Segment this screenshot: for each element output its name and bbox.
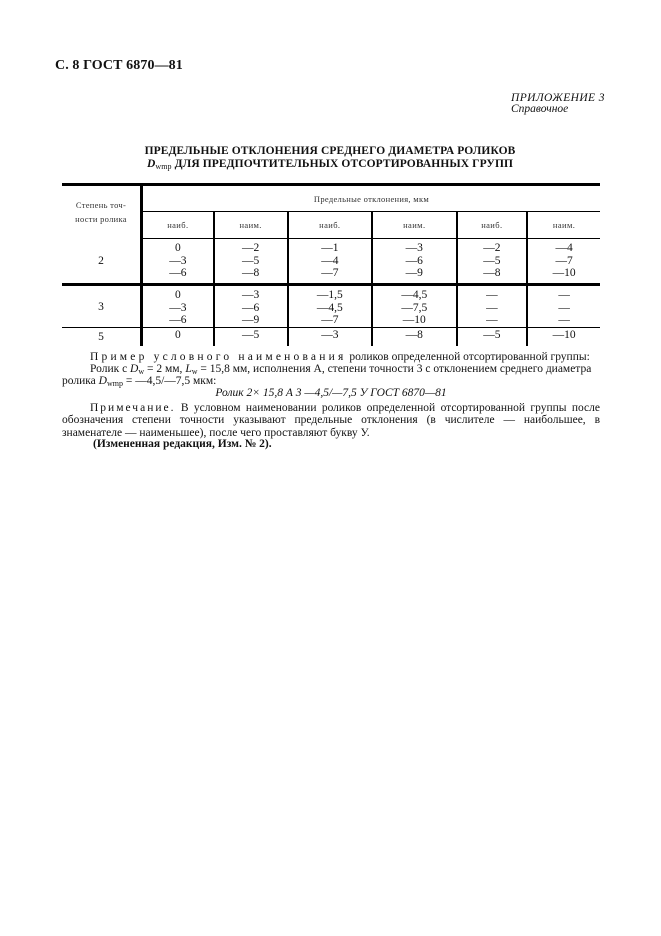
title-symbol: D (146, 158, 156, 170)
value: —2 (483, 242, 501, 254)
amendment-note: (Измененная редакция, Изм. № 2). (93, 438, 272, 450)
value: —8 (483, 267, 501, 279)
value: —5 (483, 254, 501, 267)
value-cell (142, 285, 214, 328)
value: —5 (242, 254, 260, 267)
value: 0 (174, 242, 181, 254)
subheader-max: наиб. (142, 212, 214, 239)
note (62, 402, 600, 439)
value: — (558, 289, 570, 301)
grade-cell: 2 (62, 239, 142, 285)
value: —1 (321, 242, 339, 254)
value: —2 (242, 242, 260, 254)
deviation-span-header: Предельные отклонения, мкм (142, 185, 601, 212)
value: — (486, 289, 498, 301)
text: = —4,5/—7,5 мкм: (122, 375, 217, 387)
value: —10 (552, 267, 576, 279)
value: — (486, 301, 498, 314)
value: —3 (242, 289, 260, 301)
symbol-lw: L (185, 363, 192, 375)
value: —4 (555, 242, 573, 254)
value: — (486, 314, 498, 326)
value-cell (457, 285, 528, 328)
text: ролика (62, 375, 99, 387)
grade-header-line-1: Степень точ- (75, 200, 127, 211)
table-header-row (62, 185, 600, 212)
title-symbol-subscript: wmp (155, 162, 172, 171)
value: —3 (405, 242, 423, 254)
value-cell (372, 285, 456, 328)
title-line-1: ПРЕДЕЛЬНЫЕ ОТКЛОНЕНИЯ СРЕДНЕГО ДИАМЕТРА РОЛИКОВ (144, 145, 516, 157)
grade-cell: 5 (62, 328, 142, 347)
text: = 15,8 мм, исполнения А, степени точности 3 с отклонением среднего диаметра (197, 363, 592, 375)
value-cell: —3 (288, 328, 372, 347)
value: —7 (321, 267, 339, 279)
text: Ролик с (90, 363, 131, 375)
value-cell (288, 239, 372, 285)
value-cell: —8 (372, 328, 456, 347)
table-row (62, 285, 600, 328)
value: —7 (321, 314, 339, 326)
value-cell (214, 239, 288, 285)
example-intro-text: роликов определенной отсортированной группы: (346, 351, 590, 363)
value: —3 (169, 301, 187, 314)
example-intro (62, 352, 600, 364)
value-cell (142, 239, 214, 285)
value-cell (288, 285, 372, 328)
value: —4,5 (316, 301, 343, 314)
value: —8 (242, 267, 260, 279)
subheader-max: наиб. (457, 212, 528, 239)
value: —4,5 (401, 289, 428, 301)
value: —6 (169, 314, 187, 326)
value: — (558, 314, 570, 326)
note-text: В условном наименовании роликов определенной отсортированной группы после обозначения степени точности указывают предельные отклонения (в числителе — наибольшее, в знаменателе — наименьшее), после чего проставляют букву У. (62, 402, 600, 439)
value: —10 (402, 314, 426, 326)
symbol-subscript: w (191, 367, 198, 376)
value: —3 (169, 254, 187, 267)
value-cell: —10 (527, 328, 600, 347)
value-cell: 0 (174, 329, 181, 341)
table-row (62, 239, 600, 285)
value-cell (214, 285, 288, 328)
symbol-dwmp: D (98, 375, 107, 387)
table-title (60, 145, 600, 173)
value: —9 (242, 314, 260, 326)
value: —9 (405, 267, 423, 279)
value-cell (457, 239, 528, 285)
appendix-number: ПРИЛОЖЕНИЕ 3 (511, 92, 605, 104)
title-line-2 (60, 158, 600, 173)
title-line-2-text: ДЛЯ ПРЕДПОЧТИТЕЛЬНЫХ ОТСОРТИРОВАННЫХ ГРУПП (171, 158, 514, 170)
text: = 2 мм, (144, 363, 186, 375)
symbol-subscript: wmp (106, 379, 123, 388)
value: —7 (555, 254, 573, 267)
value-cell (527, 239, 600, 285)
grade-header-line-2: ности ролика (75, 214, 127, 225)
subheader-min: наим. (372, 212, 456, 239)
example-formula: Ролик 2× 15,8 А 3 —4,5/—7,5 У ГОСТ 6870—81 (215, 387, 447, 399)
value: —7,5 (401, 301, 428, 314)
value-cell (527, 285, 600, 328)
appendix-label (511, 93, 605, 115)
value-cell: —5 (214, 328, 288, 347)
subheader-min: наим. (527, 212, 600, 239)
example-lead: Пример условного наименования (90, 351, 347, 363)
value: —4 (321, 254, 339, 267)
subheader-max: наиб. (288, 212, 372, 239)
value: —1,5 (316, 289, 343, 301)
subheader-min: наим. (214, 212, 288, 239)
value-cell: —5 (457, 328, 528, 347)
symbol-subscript: w (138, 367, 145, 376)
page-header: С. 8 ГОСТ 6870—81 (55, 58, 183, 73)
table-row (62, 328, 600, 347)
value: —6 (405, 254, 423, 267)
grade-header (62, 185, 142, 239)
value: — (558, 301, 570, 314)
value: —6 (242, 301, 260, 314)
note-lead: Примечание. (90, 402, 176, 414)
value: —6 (169, 267, 187, 279)
value-cell (372, 239, 456, 285)
symbol-dw: D (130, 363, 139, 375)
appendix-type: Справочное (511, 103, 569, 115)
deviation-table (62, 183, 600, 346)
grade-cell: 3 (62, 285, 142, 328)
table-subheader-row (62, 212, 600, 239)
value: 0 (174, 289, 181, 301)
